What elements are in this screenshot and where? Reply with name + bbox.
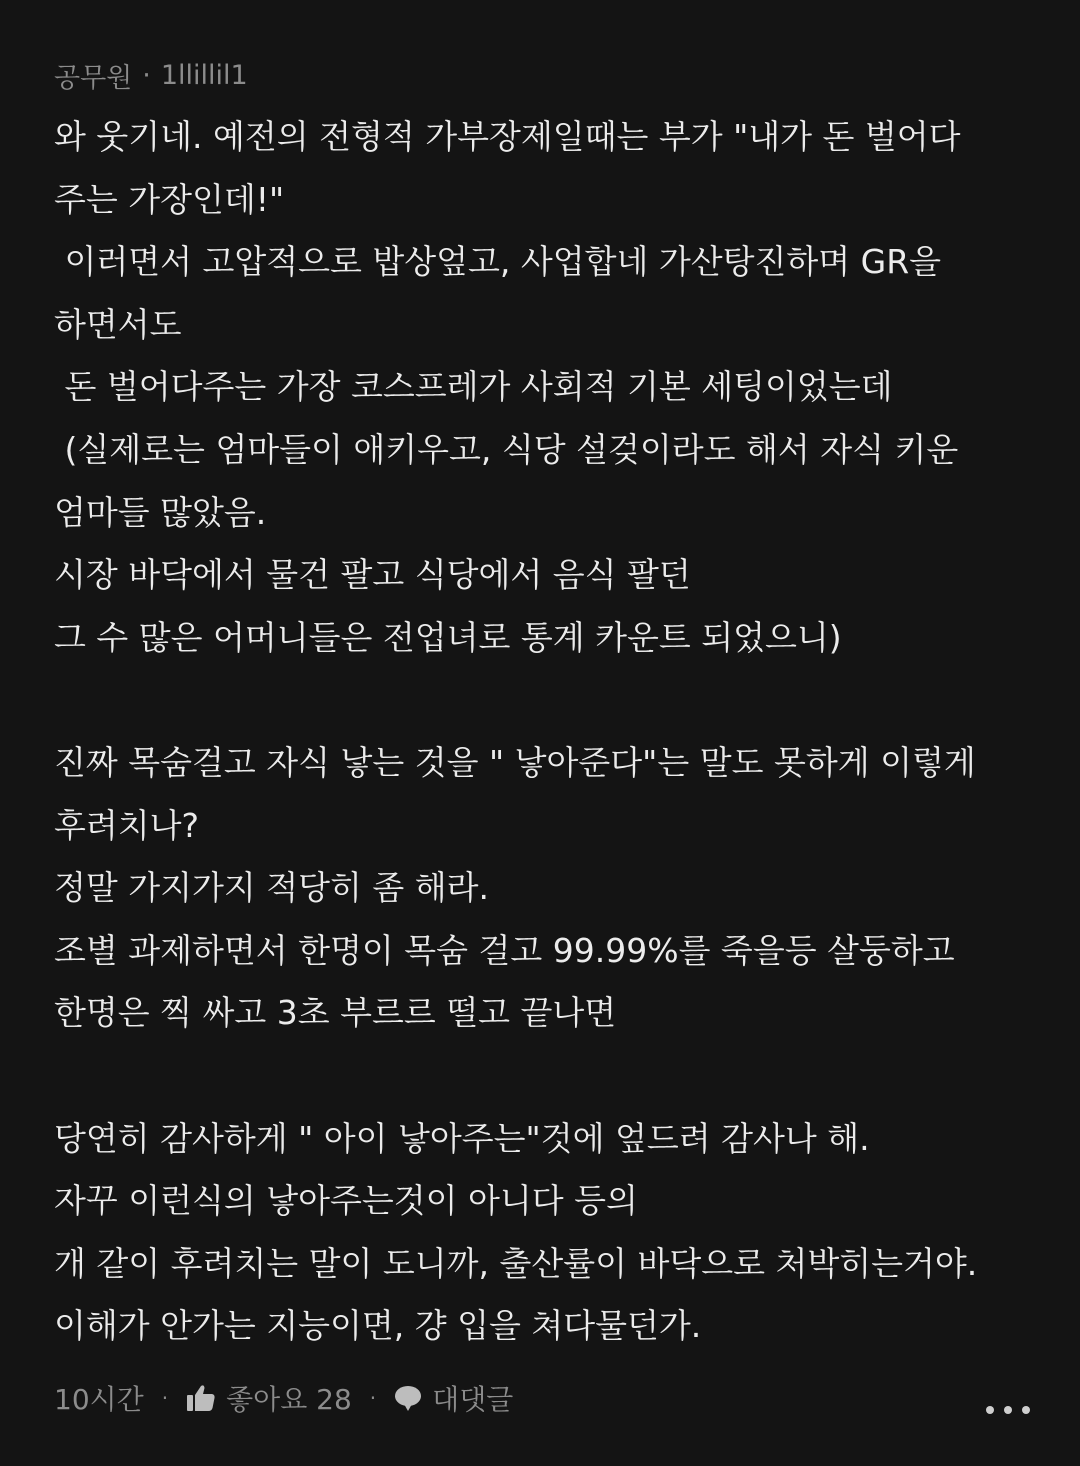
comment-line: 시장 바닥에서 물건 팔고 식당에서 음식 팔던 <box>54 555 691 595</box>
comment-line: 이해가 안가는 지능이면, 걍 입을 쳐다물던가. <box>54 1306 702 1346</box>
reply-button[interactable] <box>394 1378 513 1418</box>
comment-body <box>54 106 1044 1358</box>
comment-line: 와 웃기네. 예전의 전형적 가부장제일때는 부가 "내가 돈 벌어다 <box>54 117 961 156</box>
comment-line: 조별 과제하면서 한명이 목숨 걸고 99.99%를 죽을등 살둥하고 <box>54 930 955 970</box>
comment-line: 개 같이 후려치는 말이 도니까, 출산률이 바닥으로 처박히는거야. <box>54 1243 978 1283</box>
footer-separator: · <box>161 1386 169 1410</box>
reply-label: 대댓글 <box>432 1383 514 1416</box>
author-label: 공무원 <box>54 63 133 94</box>
like-button[interactable] <box>186 1378 352 1418</box>
comment-line: 한명은 찍 싸고 3초 부르르 떨고 끝나면 <box>54 993 617 1033</box>
author-name[interactable]: 1llillil1 <box>160 60 248 91</box>
comment-line: 후려치나? <box>54 805 200 845</box>
thumbs-up-icon <box>186 1384 216 1412</box>
comment-line: 하면서도 <box>54 304 182 344</box>
comment-line: 당연히 감사하게 " 아이 낳아주는"것에 엎드려 감사나 해. <box>54 1118 870 1158</box>
comment-line: (실제로는 엄마들이 애키우고, 식당 설겆이라도 해서 자식 키운 <box>54 429 959 469</box>
meta-separator: · <box>142 60 151 91</box>
footer-separator: · <box>369 1386 377 1410</box>
comment-line: 정말 가지가지 적당히 좀 해라. <box>54 868 489 908</box>
comment-meta <box>54 56 248 95</box>
comment-line: 주는 가장인데!" <box>54 179 285 219</box>
like-label: 좋아요 28 <box>226 1383 352 1416</box>
comment-line <box>54 669 1044 732</box>
comment-line: 진짜 목숨걸고 자식 낳는 것을 " 낳아준다"는 말도 못하게 이렇게 <box>54 742 976 782</box>
comment-footer <box>54 1376 513 1420</box>
comment-line <box>54 1045 1044 1108</box>
time-ago: 10시간 <box>54 1383 144 1416</box>
more-dots-icon[interactable] <box>986 1392 1030 1428</box>
comment-line: 엄마들 많았음. <box>54 492 267 532</box>
speech-bubble-icon <box>394 1385 422 1411</box>
comment-line: 자꾸 이런식의 낳아주는것이 아니다 등의 <box>54 1181 638 1221</box>
comment-line: 돈 벌어다주는 가장 코스프레가 사회적 기본 세팅이었는데 <box>54 367 893 407</box>
comment-line: 이러면서 고압적으로 밥상엎고, 사업합네 가산탕진하며 GR을 <box>54 242 942 282</box>
comment-line: 그 수 많은 어머니들은 전업녀로 통계 카운트 되었으니) <box>54 617 842 657</box>
